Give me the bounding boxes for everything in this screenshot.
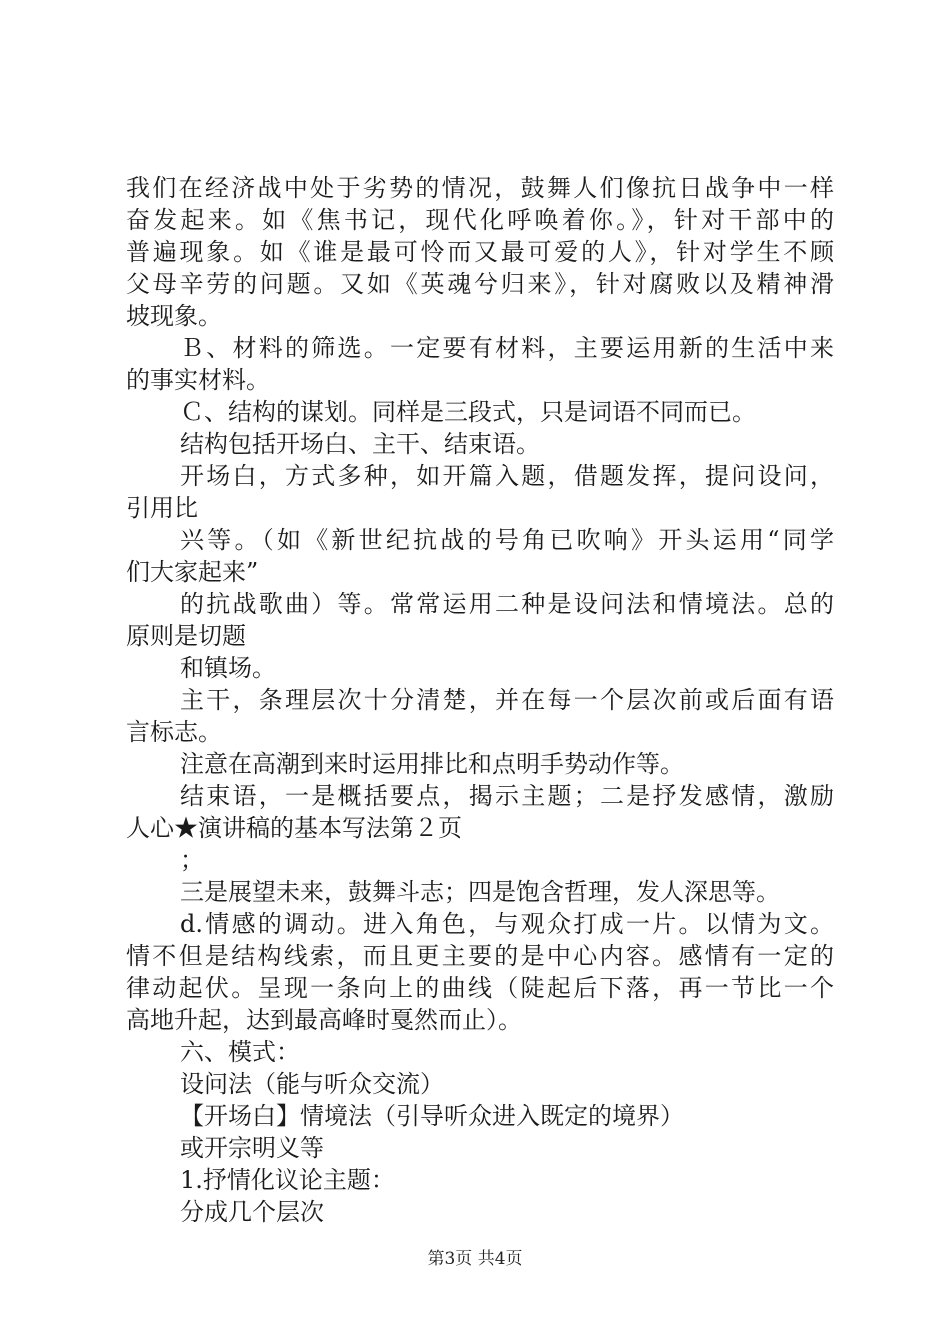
text-line: 主干，条理层次十分清楚，并在每一个层次前或后面有语 [180,686,834,714]
text-line: 结构包括开场白、主干、结束语。 [180,430,540,458]
text-line: 律动起伏。呈现一条向上的曲线（陡起后下落，再一节比一个 [126,974,834,1002]
text-line: d.情感的调动。进入角色，与观众打成一片。以情为文。 [180,910,834,938]
text-line: 们大家起来” [126,558,259,586]
document-body [126,172,834,1228]
text-line: 情不但是结构线索，而且更主要的是中心内容。感情有一定的 [126,942,834,970]
text-line: 坡现象。 [126,302,222,330]
text-line: ； [180,846,204,874]
text-line: 开场白，方式多种，如开篇入题，借题发挥，提问设问， [180,462,834,490]
text-line: 1.抒情化议论主题： [180,1166,395,1194]
text-line: 兴等。（如《新世纪抗战的号角已吹响》开头运用“同学 [180,526,834,554]
text-line: 【开场白】情境法（引导听众进入既定的境界） [180,1102,684,1130]
page-footer: 第3页 共4页 [427,1249,523,1269]
text-line: Ｂ、材料的筛选。一定要有材料，主要运用新的生活中来 [180,334,834,362]
text-line: 结束语，一是概括要点，揭示主题；二是抒发感情，激励 [180,782,834,810]
text-line: 引用比 [126,494,198,522]
text-line: 的抗战歌曲）等。常常运用二种是设问法和情境法。总的 [180,590,834,618]
text-line: 人心★演讲稿的基本写法第２页 [126,814,462,842]
text-line: Ｃ、结构的谋划。同样是三段式，只是词语不同而已。 [180,398,756,426]
text-line: 注意在高潮到来时运用排比和点明手势动作等。 [180,750,684,778]
text-line: 我们在经济战中处于劣势的情况，鼓舞人们像抗日战争中一样 [126,174,834,202]
text-line: 普遍现象。如《谁是最可怜而又最可爱的人》，针对学生不顾 [126,238,834,266]
text-line: 奋发起来。如《焦书记，现代化呼唤着你。》，针对干部中的 [126,206,834,234]
text-line: 原则是切题 [126,622,246,650]
text-line: 言标志。 [126,718,222,746]
text-line: 的事实材料。 [126,366,270,394]
text-line: 三是展望未来，鼓舞斗志；四是饱含哲理，发人深思等。 [180,878,780,906]
text-line: 父母辛劳的问题。又如《英魂兮归来》，针对腐败以及精神滑 [126,270,834,298]
text-line: 设问法（能与听众交流） [180,1070,444,1098]
text-line: 分成几个层次 [180,1198,324,1226]
text-line: 六、模式： [180,1038,300,1066]
text-line: 或开宗明义等 [180,1134,324,1162]
text-line: 和镇场。 [180,654,276,682]
text-line: 高地升起，达到最高峰时戛然而止）。 [126,1006,522,1034]
